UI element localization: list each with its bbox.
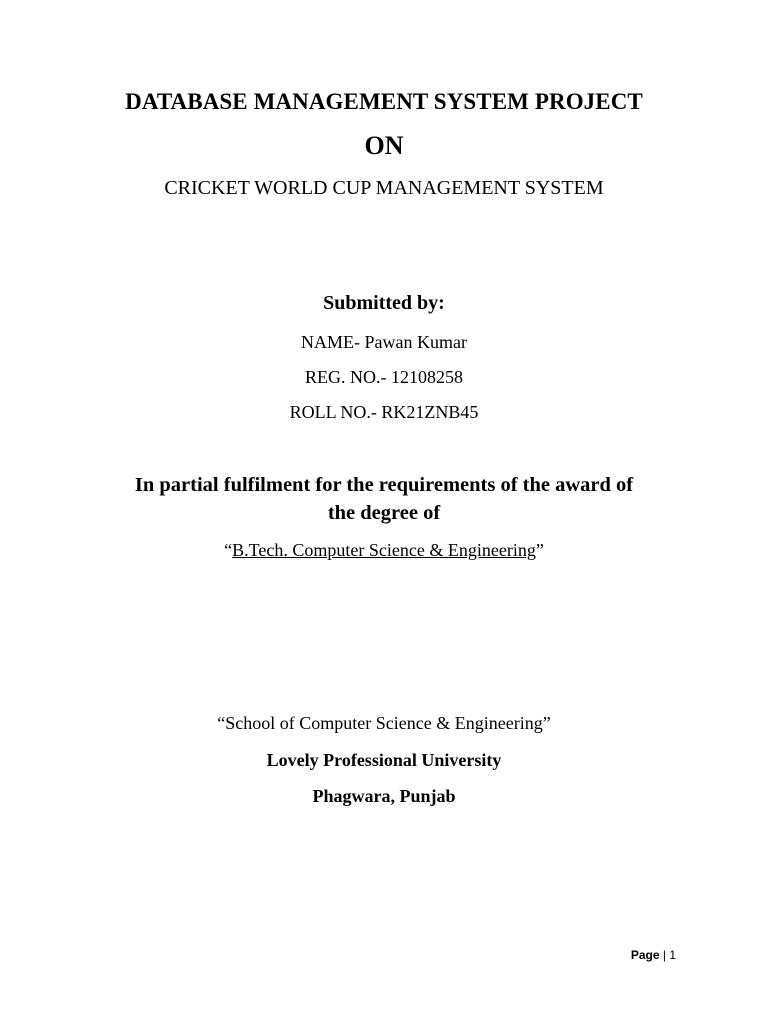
degree-close-quote: ” xyxy=(535,540,544,560)
page-separator: | xyxy=(659,948,670,962)
page-label: Page xyxy=(630,948,660,962)
student-name: NAME- Pawan Kumar xyxy=(301,332,467,352)
page-number: 1 xyxy=(669,948,676,962)
degree-name-text: B.Tech. Computer Science & Engineering xyxy=(232,540,536,560)
title-on: ON xyxy=(364,131,404,160)
roll-number: ROLL NO.- RK21ZNB45 xyxy=(289,402,479,422)
project-subtitle: CRICKET WORLD CUP MANAGEMENT SYSTEM xyxy=(164,177,604,199)
fulfilment-statement-line2: the degree of xyxy=(327,502,441,524)
degree-open-quote: “ xyxy=(224,540,233,560)
submitted-by-heading: Submitted by: xyxy=(323,292,445,314)
fulfilment-statement-line1: In partial fulfilment for the requirements of the award of xyxy=(134,474,634,496)
university-name: Lovely Professional University xyxy=(266,750,502,770)
degree-name xyxy=(0,541,768,559)
project-title: DATABASE MANAGEMENT SYSTEM PROJECT xyxy=(125,89,643,114)
page-footer xyxy=(631,948,676,962)
university-location: Phagwara, Punjab xyxy=(312,786,456,806)
registration-number: REG. NO.- 12108258 xyxy=(305,367,463,387)
school-name: “School of Computer Science & Engineering” xyxy=(217,713,551,733)
